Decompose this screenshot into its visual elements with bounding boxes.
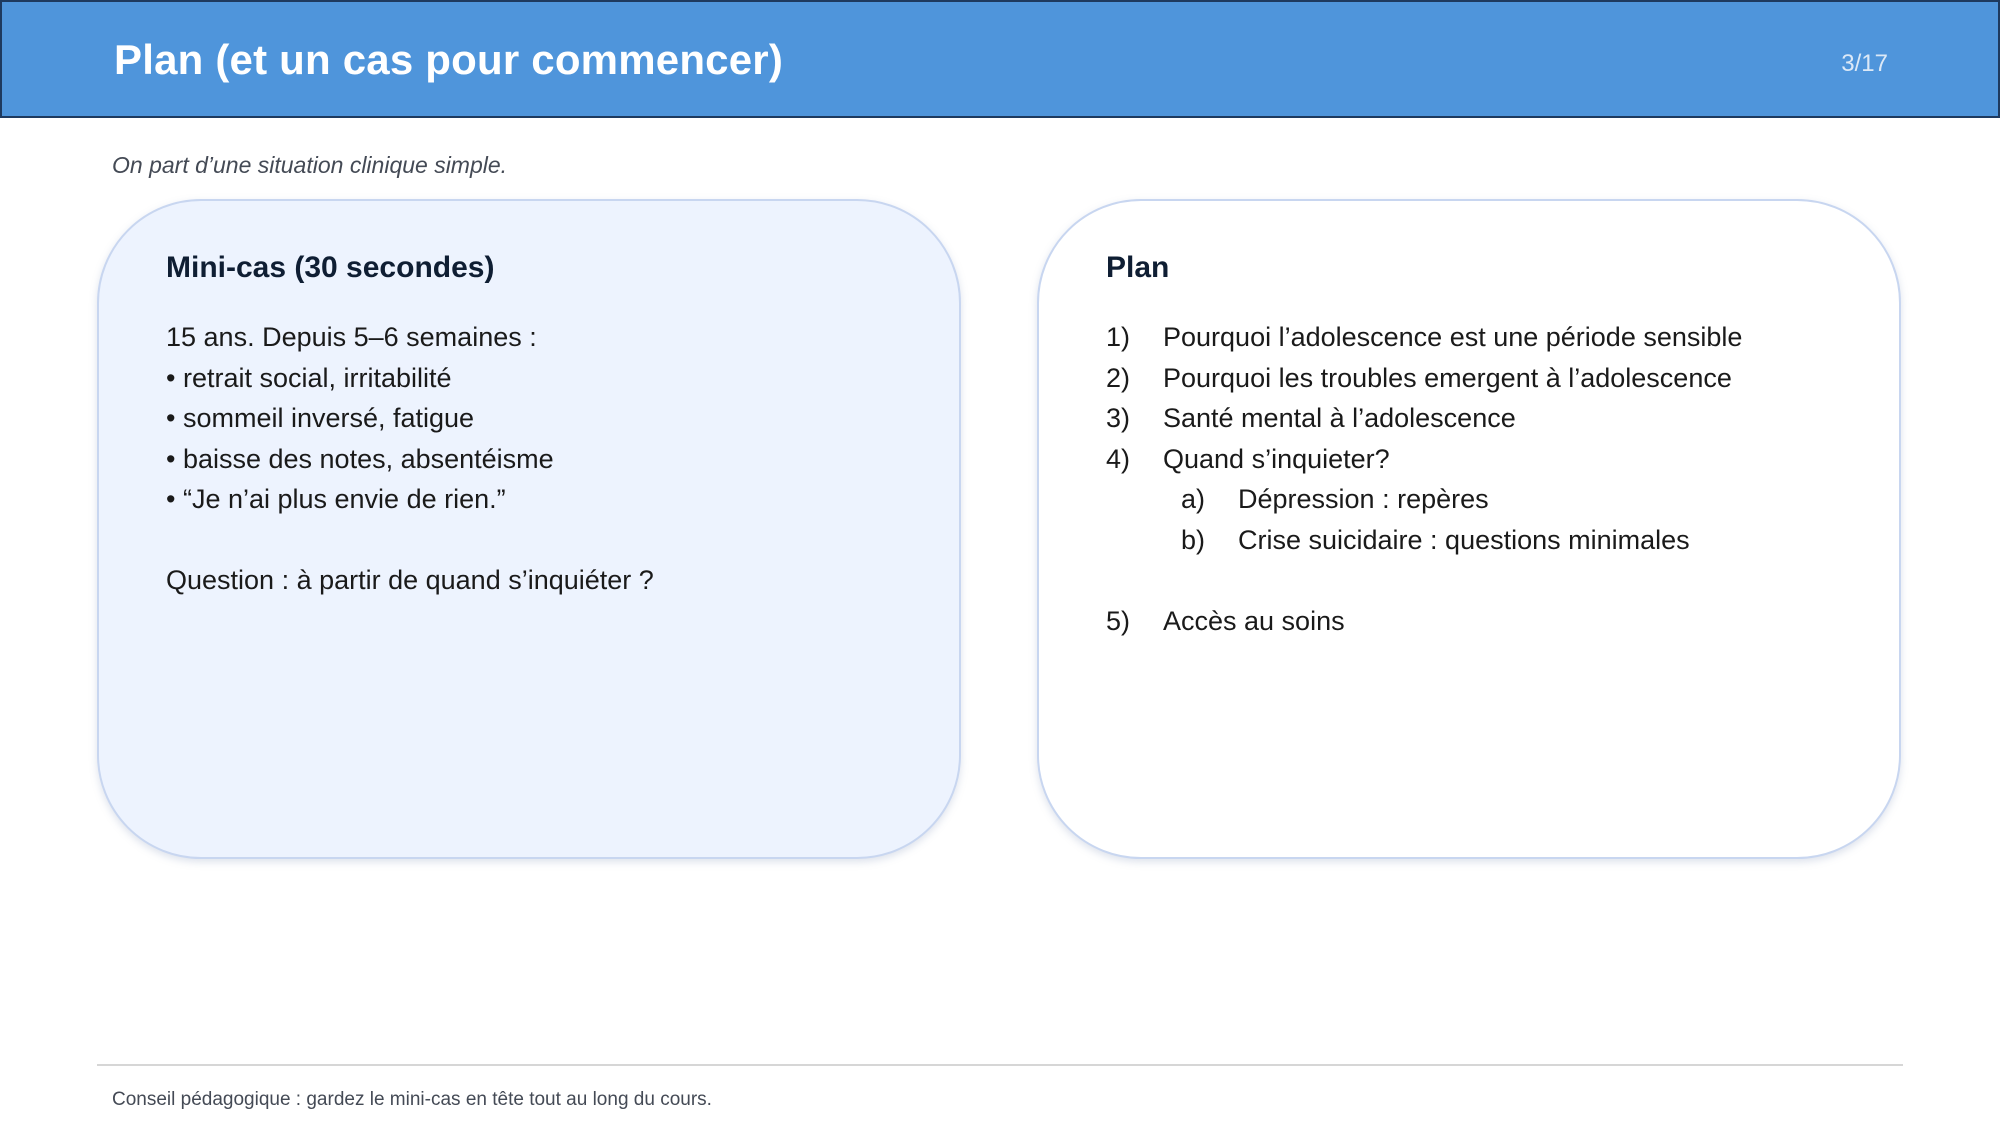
mini-case-title: Mini-cas (30 secondes) bbox=[166, 251, 495, 284]
mini-case-body bbox=[166, 317, 919, 601]
mini-case-card bbox=[97, 199, 961, 859]
plan-item-number: 1) bbox=[1106, 322, 1131, 352]
plan-item-text: Pourquoi l’adolescence est une période sensible bbox=[1163, 322, 1743, 352]
mini-case-bullet: • “Je n’ai plus envie de rien.” bbox=[166, 484, 506, 514]
plan-subitem bbox=[1106, 479, 1859, 520]
footer-note: Conseil pédagogique : gardez le mini-cas en tête tout au long du cours. bbox=[112, 1089, 712, 1110]
plan-item-text: Pourquoi les troubles emergent à l’adolescence bbox=[1163, 362, 1732, 393]
plan-item-number: 4) bbox=[1106, 443, 1131, 474]
mini-case-bullet: • sommeil inversé, fatigue bbox=[166, 403, 475, 433]
plan-card bbox=[1037, 199, 1901, 859]
mini-case-bullet: • baisse des notes, absentéisme bbox=[166, 443, 554, 474]
plan-item-number: 3) bbox=[1106, 403, 1131, 433]
plan-subitem-letter: b) bbox=[1181, 524, 1206, 555]
plan-item bbox=[1106, 317, 1859, 358]
plan-item-text: Quand s’inquieter? bbox=[1163, 443, 1390, 474]
plan-list bbox=[1106, 317, 1859, 641]
plan-subitem bbox=[1106, 520, 1859, 561]
plan-subitem-text: Crise suicidaire : questions minimales bbox=[1238, 524, 1690, 555]
plan-title: Plan bbox=[1106, 251, 1170, 284]
plan-item bbox=[1106, 439, 1859, 480]
plan-item-text: Santé mental à l’adolescence bbox=[1163, 403, 1516, 433]
mini-case-bullet: • retrait social, irritabilité bbox=[166, 362, 452, 393]
mini-case-intro: 15 ans. Depuis 5–6 semaines : bbox=[166, 322, 537, 352]
slide-title: Plan (et un cas pour commencer) bbox=[114, 36, 784, 83]
slide-header bbox=[0, 0, 2000, 118]
slide-subtitle: On part d’une situation clinique simple. bbox=[112, 152, 508, 178]
page-number: 3/17 bbox=[1841, 50, 1888, 77]
plan-item-number: 5) bbox=[1106, 605, 1131, 636]
plan-subitem-text: Dépression : repères bbox=[1238, 484, 1489, 514]
plan-item-text: Accès au soins bbox=[1163, 605, 1345, 636]
plan-item bbox=[1106, 358, 1859, 399]
plan-item bbox=[1106, 601, 1859, 642]
mini-case-question: Question : à partir de quand s’inquiéter ? bbox=[166, 565, 654, 595]
plan-item bbox=[1106, 398, 1859, 439]
plan-subitem-letter: a) bbox=[1181, 484, 1206, 514]
footer-divider bbox=[97, 1064, 1903, 1066]
plan-item-number: 2) bbox=[1106, 362, 1131, 393]
